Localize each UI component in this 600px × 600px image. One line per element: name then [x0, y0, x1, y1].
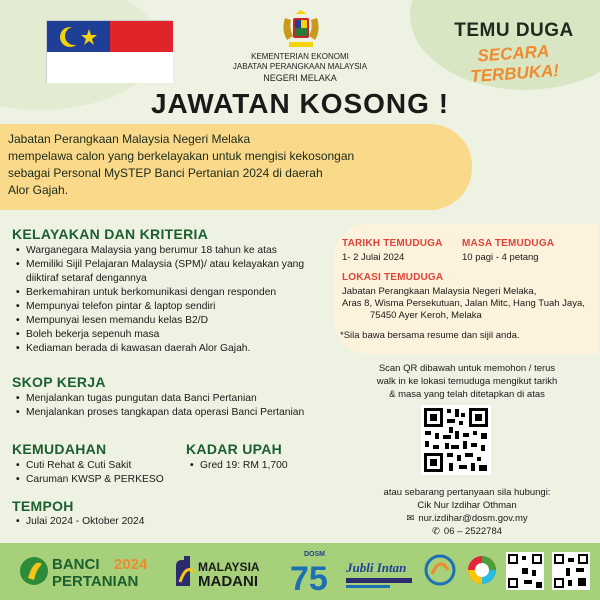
kemudahan-list [14, 459, 184, 487]
section-title-kadar: KADAR UPAH [186, 441, 283, 457]
badge-title: TEMU DUGA [454, 20, 574, 41]
pertanian-word: PERTANIAN [52, 573, 139, 590]
qr-code[interactable] [421, 405, 491, 475]
section-title-skop: SKOP KERJA [12, 374, 106, 390]
phone-icon: ✆ [431, 526, 440, 537]
department-name: JABATAN PERANGKAAN MALAYSIA [232, 62, 368, 71]
list-item: • Boleh bekerja sepenuh masa [14, 328, 332, 342]
contact-name: Cik Nur Izdihar Othman [417, 500, 517, 511]
kadar-list [188, 459, 328, 473]
contact-info: atau sebarang pertanyaan sila hubungi: Cik Nur Izdihar Othman ✉ nur.izdihar@dosm.gov.my ✆ 06 – 2522784 [342, 486, 592, 538]
madani-line1: MALAYSIA [198, 560, 260, 574]
list-item: • Berkemahiran untuk berkomunikasi dengan responden [14, 286, 332, 300]
list-item: • Warganegara Malaysia yang berumur 18 tahun ke atas [14, 244, 332, 258]
section-title-tempoh: TEMPOH [12, 498, 74, 514]
madani-line2: MADANI [198, 573, 258, 590]
list-item: • Caruman KWSP & PERKESO [14, 473, 184, 487]
location-label: LOKASI TEMUDUGA [342, 272, 444, 283]
list-item: • Cuti Rehat & Cuti Sakit [14, 459, 184, 473]
svg-text:Jubli Intan: Jubli Intan [346, 560, 407, 575]
intro-box: Jabatan Perangkaan Malaysia Negeri Melaka mempelawa calon yang berkelayakan untuk mengisi kekosongan sebagai Personal MySTEP Banci Pertanian 2024 di daerah Alor Gajah. [0, 124, 472, 210]
contact-phone[interactable]: 06 – 2522784 [443, 526, 503, 537]
banci-year: 2024 [114, 556, 148, 573]
date-label: TARIKH TEMUDUGA [342, 238, 443, 249]
scan-instructions: Scan QR dibawah untuk memohon / terus walk in ke lokasi temuduga mengikut tarikh & masa yang telah ditetapkan di atas [376, 363, 558, 400]
time-value: 10 pagi - 4 petang [462, 252, 539, 263]
ministry-name: KEMENTERIAN EKONOMI [251, 52, 349, 61]
banci-word: BANCI [52, 556, 100, 573]
list-item: • Julai 2024 - Oktober 2024 [14, 515, 214, 529]
sdg-wheel-logo [462, 552, 502, 592]
coat-of-arms-icon [277, 8, 325, 52]
list-item: • Mempunyai lesen memandu kelas B2/D [14, 314, 332, 328]
dosm-75-logo [284, 548, 340, 594]
section-title-kelayakan: KELAYAKAN DAN KRITERIA [12, 226, 209, 242]
tempoh-list [14, 515, 214, 529]
section-title-kemudahan: KEMUDAHAN [12, 441, 107, 457]
envelope-icon: ✉ [406, 513, 415, 524]
list-item: • Gred 19: RM 1,700 [188, 459, 328, 473]
event-logo [420, 552, 460, 592]
location-value: Jabatan Perangkaan Malaysia Negeri Melaka, Aras 8, Wisma Persekutuan, Jalan Mitc, Hang Tuah Jaya, 75450 Ayer Keroh, Melaka [342, 286, 585, 321]
malaysia-madani-logo [172, 552, 278, 592]
badge-subtitle: SECARA TERBUKA! [469, 41, 560, 87]
skop-list [14, 392, 314, 420]
banci-pertanian-logo [18, 550, 166, 592]
svg-text:75: 75 [290, 560, 328, 594]
qr-code-small[interactable] [506, 552, 544, 590]
note-text: *Sila bawa bersama resume dan sijil anda. [340, 330, 520, 341]
interview-badge [440, 20, 588, 87]
list-item: • Menjalankan tugas pungutan data Banci Pertanian [14, 392, 314, 406]
time-label: MASA TEMUDUGA [462, 238, 555, 249]
qr-code-small[interactable] [552, 552, 590, 590]
page-title: JAWATAN KOSONG ! [150, 88, 450, 119]
list-item: • Memiliki Sijil Pelajaran Malaysia (SPM)/ atau kelayakan yang diiktiraf setaraf dengannya [14, 258, 332, 286]
list-item: • Kediaman berada di kawasan daerah Alor Gajah. [14, 342, 332, 356]
list-item: • Menjalankan proses tangkapan data operasi Banci Pertanian [14, 406, 314, 420]
crescent-star-icon [57, 24, 101, 50]
kelayakan-list [14, 244, 332, 356]
jubli-intan-logo [344, 550, 416, 594]
state-name: NEGERI MELAKA [263, 73, 337, 83]
contact-email[interactable]: nur.izdihar@dosm.gov.my [418, 513, 528, 524]
melaka-flag [46, 20, 172, 82]
svg-text:DOSM: DOSM [304, 551, 325, 558]
date-value: 1- 2 Julai 2024 [342, 252, 405, 263]
list-item: • Mempunyai telefon pintar & laptop sendiri [14, 300, 332, 314]
ministry-label [200, 52, 400, 83]
